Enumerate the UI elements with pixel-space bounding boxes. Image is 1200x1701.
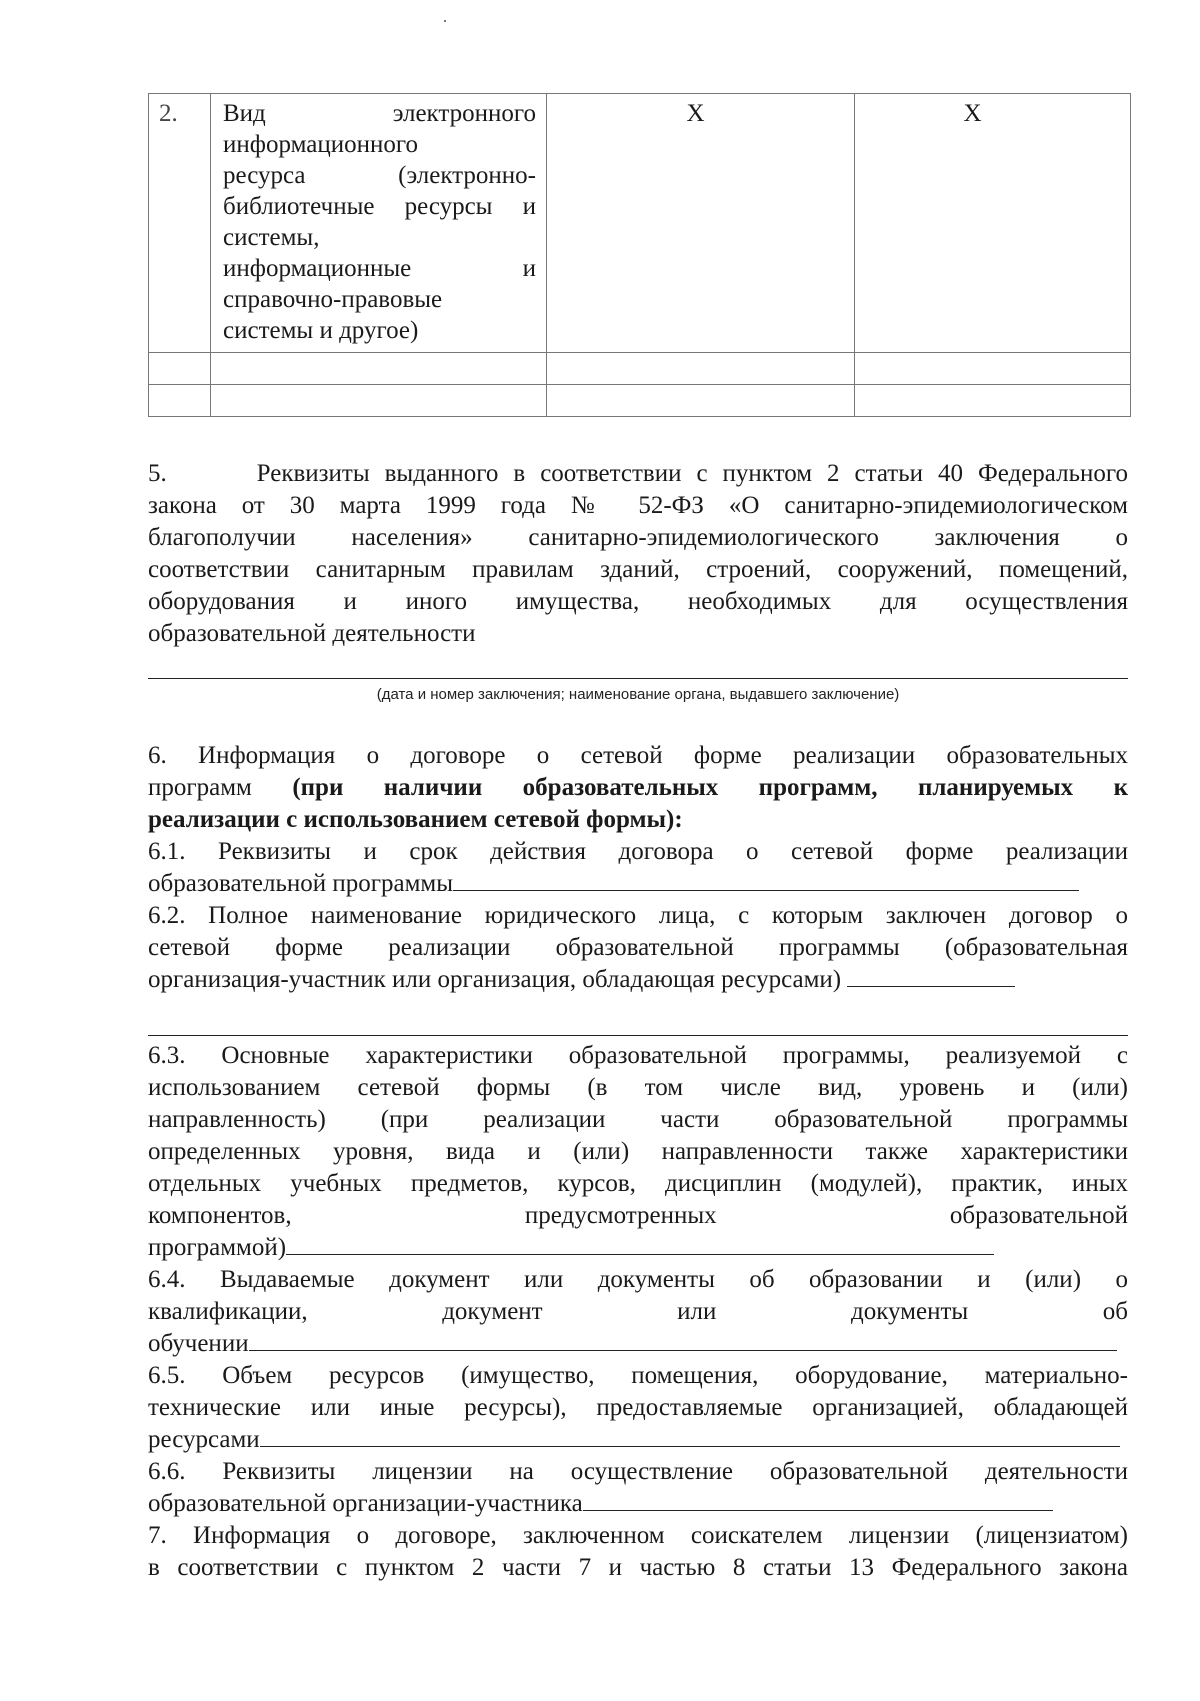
text-line bbox=[148, 1424, 1128, 1456]
resource-table bbox=[148, 93, 1131, 417]
fill-line bbox=[847, 964, 1015, 987]
text-line bbox=[148, 868, 1128, 900]
fill-line bbox=[148, 1035, 1128, 1036]
section-5 bbox=[148, 458, 1128, 650]
fill-line bbox=[453, 868, 1079, 891]
text-line bbox=[148, 964, 1128, 996]
text-line: 7. Информация о договоре, заключенном соискателем лицензии (лицензиатом) bbox=[148, 1522, 1128, 1549]
text-bold: (при наличии образовательных программ, планируемых к bbox=[292, 774, 1129, 801]
text-line: 6.2. Полное наименование юридического лица, с которым заключен договор о bbox=[148, 902, 1128, 929]
empty-cell bbox=[211, 353, 547, 385]
text-bold: реализации с использованием сетевой формы): bbox=[148, 806, 683, 833]
text-line: компонентов, предусмотренных образовательной bbox=[148, 1202, 1128, 1229]
resource-type-cell bbox=[211, 94, 547, 353]
cell-value: X bbox=[686, 100, 705, 127]
section-6-3 bbox=[148, 1040, 1128, 1584]
text-line: определенных уровня, вида и (или) направленности также характеристики bbox=[148, 1138, 1128, 1165]
text-line: благополучии населения» санитарно-эпидемиологического заключения о bbox=[148, 524, 1128, 551]
scan-speck bbox=[444, 20, 446, 22]
text-line: 6.4. Выдаваемые документ или документы об образовании и (или) о bbox=[148, 1266, 1128, 1293]
text-line: 6.6. Реквизиты лицензии на осуществление образовательной деятельности bbox=[148, 1458, 1128, 1485]
text-line: технические или иные ресурсы), предоставляемые организацией, обладающей bbox=[148, 1394, 1128, 1421]
text-line: закона от 30 марта 1999 года № 52-ФЗ «О санитарно-эпидемиологическом bbox=[148, 492, 1128, 519]
text-line: 5. Реквизиты выданного в соответствии с пунктом 2 статьи 40 Федерального bbox=[148, 460, 1128, 487]
text-plain: образовательной организации-участника bbox=[148, 1490, 583, 1517]
cell-line: информационного bbox=[223, 131, 418, 158]
text-plain: ресурсами bbox=[148, 1426, 260, 1453]
text-plain: образовательной программы bbox=[148, 870, 454, 897]
empty-cell bbox=[211, 385, 547, 417]
row-number: 2. bbox=[149, 94, 211, 353]
table-row bbox=[149, 94, 1131, 353]
cell-line: библиотечные ресурсы и bbox=[223, 193, 536, 220]
fill-line bbox=[148, 678, 1128, 679]
empty-cell bbox=[547, 353, 855, 385]
text-line: в соответствии с пунктом 2 части 7 и частью 8 статьи 13 Федерального закона bbox=[148, 1554, 1128, 1581]
cell-line: информационные и bbox=[223, 255, 536, 282]
text-line: оборудования и иного имущества, необходимых для осуществления bbox=[148, 588, 1128, 615]
empty-cell bbox=[149, 353, 211, 385]
text-line: использованием сетевой формы (в том числе вид, уровень и (или) bbox=[148, 1074, 1128, 1101]
text-line: квалификации, документ или документы об bbox=[148, 1298, 1128, 1325]
text-line bbox=[148, 1488, 1128, 1520]
cell-line: системы и другое) bbox=[223, 317, 419, 344]
text-plain: обучении bbox=[148, 1330, 249, 1357]
empty-cell bbox=[855, 385, 1131, 417]
cell-value: X bbox=[963, 100, 982, 127]
text-line bbox=[148, 1232, 1128, 1264]
fill-line bbox=[583, 1488, 1053, 1511]
cell-line: системы, bbox=[223, 224, 320, 251]
text-line: 6.5. Объем ресурсов (имущество, помещения, оборудование, материально- bbox=[148, 1362, 1128, 1389]
cell-line: Вид электронного bbox=[223, 100, 536, 127]
text-plain: организация-участник или организация, обладающая ресурсами) bbox=[148, 966, 842, 993]
text-line: направленность) (при реализации части образовательной программы bbox=[148, 1106, 1128, 1133]
table-row bbox=[149, 385, 1131, 417]
cell-line: ресурса (электронно- bbox=[223, 162, 536, 189]
text-line: отдельных учебных предметов, курсов, дисциплин (модулей), практик, иных bbox=[148, 1170, 1128, 1197]
text-line: сетевой форме реализации образовательной программы (образовательная bbox=[148, 934, 1128, 961]
text-line: образовательной деятельности bbox=[148, 620, 476, 647]
cell-x-col4 bbox=[855, 94, 1131, 353]
text-line: 6.3. Основные характеристики образовательной программы, реализуемой с bbox=[148, 1042, 1128, 1069]
text-line bbox=[148, 772, 1128, 804]
text-line: 6.1. Реквизиты и срок действия договора о сетевой форме реализации bbox=[148, 838, 1128, 865]
text-line: соответствии санитарным правилам зданий, строений, сооружений, помещений, bbox=[148, 556, 1128, 583]
text-line bbox=[148, 1328, 1128, 1360]
field-caption: (дата и номер заключения; наименование органа, выдавшего заключение) bbox=[376, 686, 900, 703]
empty-cell bbox=[855, 353, 1131, 385]
text-line: 6. Информация о договоре о сетевой форме реализации образовательных bbox=[148, 742, 1128, 769]
empty-cell bbox=[547, 385, 855, 417]
cell-line: справочно-правовые bbox=[223, 286, 443, 313]
section-6 bbox=[148, 740, 1128, 996]
text-plain: программ bbox=[148, 774, 293, 801]
cell-x-col3 bbox=[547, 94, 855, 353]
fill-line bbox=[249, 1328, 1117, 1351]
text-plain: программой) bbox=[148, 1234, 287, 1261]
fill-line bbox=[286, 1232, 994, 1255]
fill-line bbox=[260, 1424, 1120, 1447]
table-row bbox=[149, 353, 1131, 385]
text-line bbox=[148, 804, 1128, 836]
empty-cell bbox=[149, 385, 211, 417]
